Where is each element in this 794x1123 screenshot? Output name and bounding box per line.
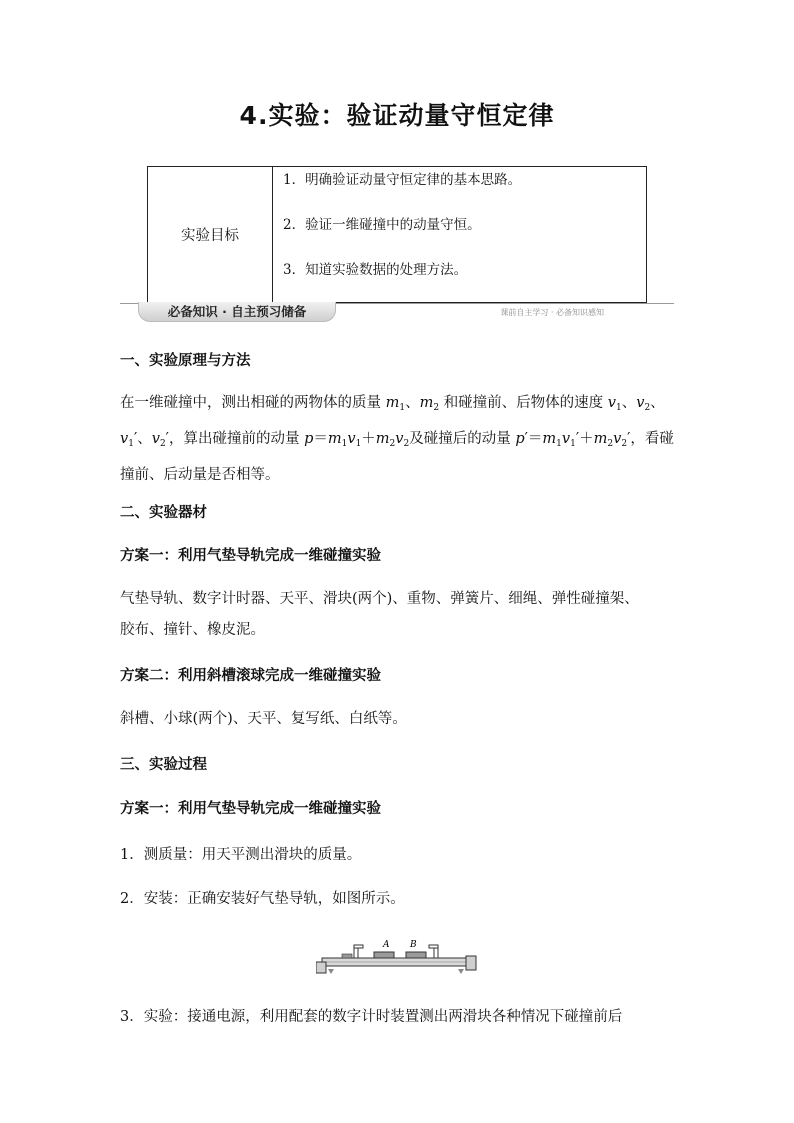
banner-label: 必备知识 · 自主预习储备 [138, 302, 336, 322]
goal-item: 1．明确验证动量守恒定律的基本思路。 [283, 172, 522, 188]
goals-label: 实验目标 [148, 167, 273, 303]
step-text: 1．测质量：用天平测出滑块的质量。 [120, 847, 362, 863]
section-heading: 三、实验过程 [120, 757, 207, 773]
plan-heading: 方案一：利用气垫导轨完成一维碰撞实验 [120, 548, 381, 564]
section-heading: 一、实验原理与方法 [120, 353, 251, 369]
page-title: 4.实验：验证动量守恒定律 [239, 101, 555, 130]
principle-text: ，看碰撞前、后动量是否相等。 [120, 431, 674, 483]
principle-text: ，算出碰撞前的动量 [168, 431, 300, 447]
equipment-text: 气垫导轨、数字计时器、天平、滑块(两个)、重物、弹簧片、细绳、弹性碰撞架、 [120, 591, 639, 607]
goal-item: 3．知道实验数据的处理方法。 [283, 262, 468, 278]
principle-text: 和碰撞前、后物体的速度 [443, 395, 604, 411]
banner-right-text: 课前自主学习 · 必备知识感知 [500, 308, 604, 317]
goal-item: 2．验证一维碰撞中的动量守恒。 [283, 217, 481, 233]
section-banner [120, 300, 674, 324]
principle-paragraph: 在一维碰撞中，测出相碰的两物体的质量 $m_1$、$m_2$ 和碰撞前、后物体的速度 $v_1$、$v_2$、$v_1'$、$v_2'$，算出碰撞前的动量 $p=m_1v_1+m_2v_2$及碰撞后的动量 $p'=m_1v_1'+m_2v_2'$，看碰撞前、后动量是否相等。 [120, 395, 674, 483]
air-track-diagram [316, 937, 478, 977]
principle-text: 及碰撞后的动量 [409, 431, 511, 447]
equipment-text: 胶布、撞针、橡皮泥。 [120, 622, 265, 638]
step-text: 2．安装：正确安装好气垫导轨，如图所示。 [120, 891, 405, 907]
plan-heading: 方案一：利用气垫导轨完成一维碰撞实验 [120, 801, 381, 817]
plan-heading: 方案二：利用斜槽滚球完成一维碰撞实验 [120, 668, 381, 684]
slider-b-label: B [410, 940, 417, 950]
goals-list [273, 167, 647, 303]
goals-table [147, 166, 647, 303]
equipment-text: 斜槽、小球(两个)、天平、复写纸、白纸等。 [120, 711, 407, 727]
step-text: 3．实验：接通电源，利用配套的数字计时装置测出两滑块各种情况下碰撞前后 [120, 1009, 623, 1025]
section-heading: 二、实验器材 [120, 505, 207, 521]
slider-a-label: A [383, 940, 390, 950]
principle-text: 在一维碰撞中，测出相碰的两物体的质量 [120, 395, 381, 411]
